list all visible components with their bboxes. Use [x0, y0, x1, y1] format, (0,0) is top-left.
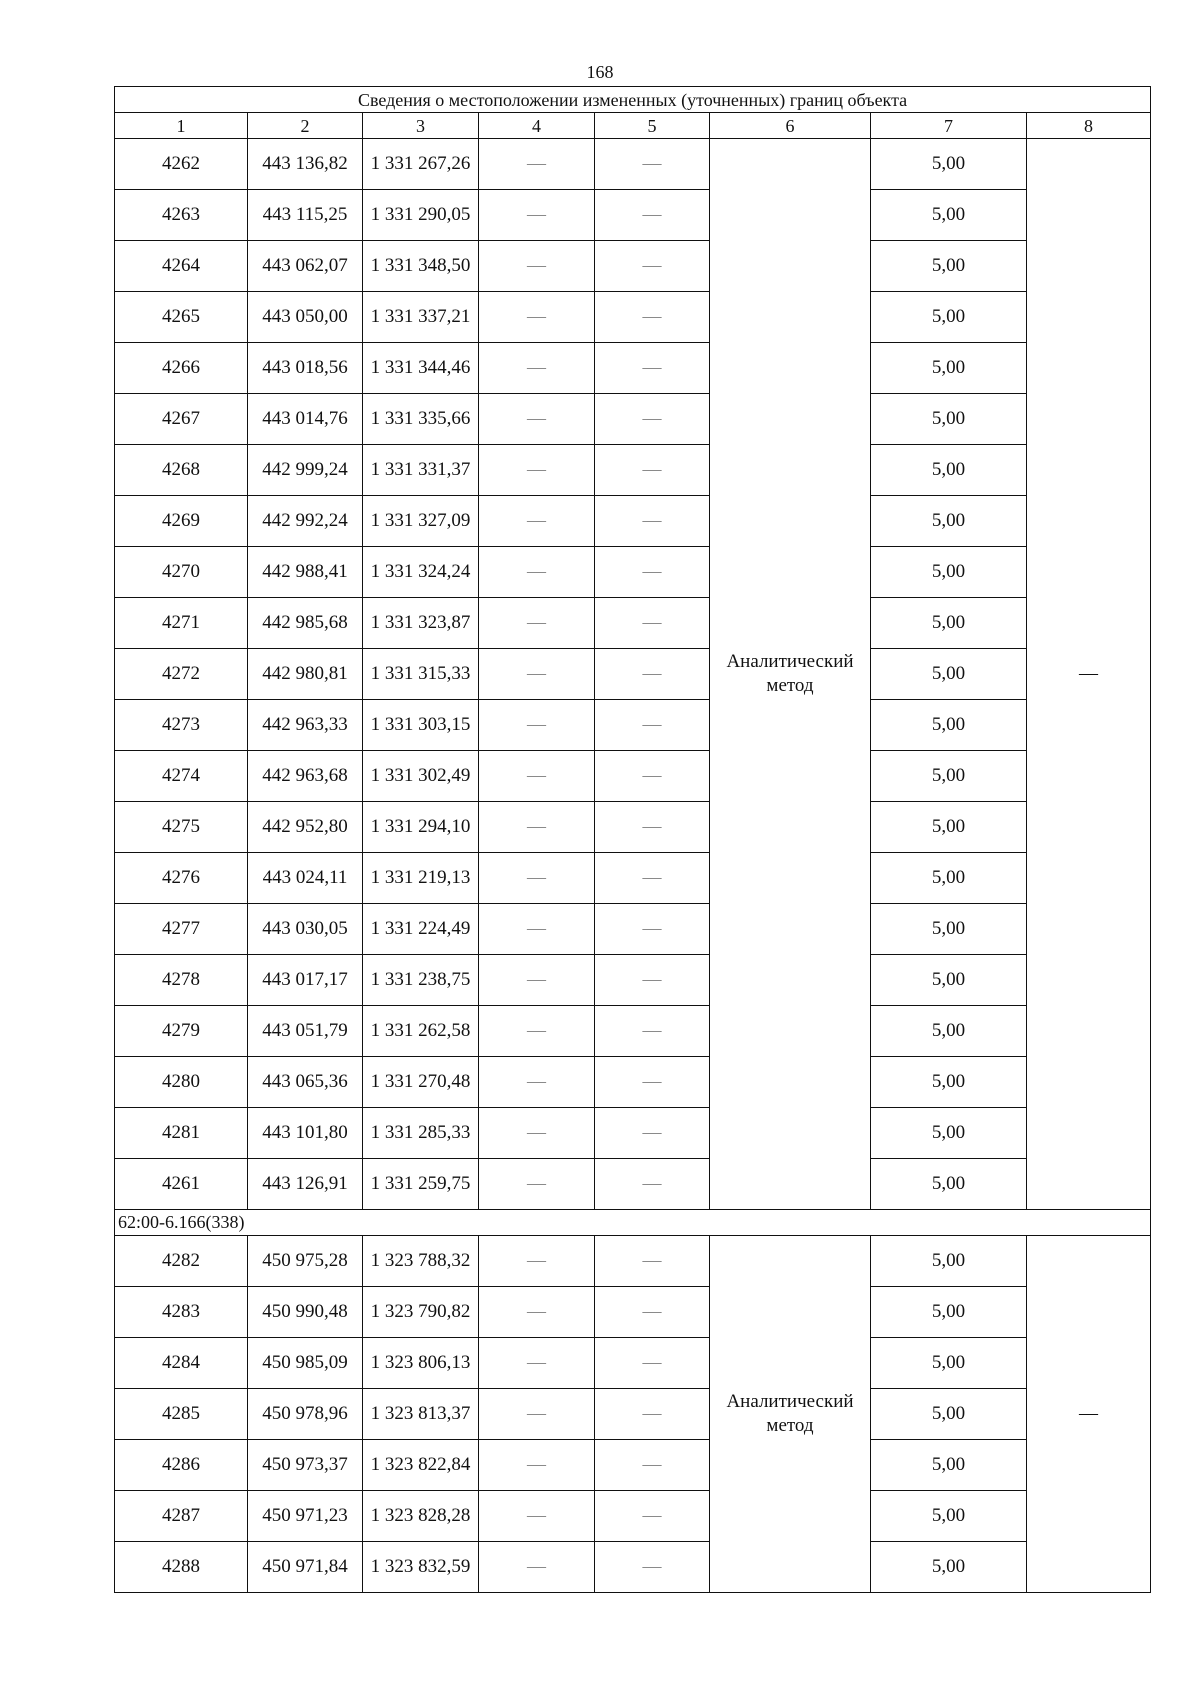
y-coordinate-cell: 1 331 219,13	[363, 853, 479, 904]
table-row	[115, 445, 1151, 496]
y-coordinate-cell: 1 323 790,82	[363, 1287, 479, 1338]
point-number-cell: 4281	[115, 1108, 248, 1159]
accuracy-cell: 5,00	[871, 598, 1027, 649]
col5-cell: —	[595, 1542, 710, 1593]
table-row	[115, 1491, 1151, 1542]
table-row	[115, 547, 1151, 598]
x-coordinate-cell: 443 126,91	[248, 1159, 363, 1210]
col5-cell: —	[595, 853, 710, 904]
point-number-cell: 4287	[115, 1491, 248, 1542]
y-coordinate-cell: 1 331 315,33	[363, 649, 479, 700]
point-number-cell: 4276	[115, 853, 248, 904]
col4-cell: —	[479, 1108, 595, 1159]
point-number-cell: 4285	[115, 1389, 248, 1440]
col5-cell: —	[595, 1287, 710, 1338]
table-row	[115, 1006, 1151, 1057]
col5-cell: —	[595, 1338, 710, 1389]
table-row	[115, 343, 1151, 394]
y-coordinate-cell: 1 331 294,10	[363, 802, 479, 853]
accuracy-cell: 5,00	[871, 1389, 1027, 1440]
method-cell: Аналитический метод	[710, 139, 871, 1210]
table-row	[115, 496, 1151, 547]
y-coordinate-cell: 1 331 348,50	[363, 241, 479, 292]
x-coordinate-cell: 450 978,96	[248, 1389, 363, 1440]
x-coordinate-cell: 442 980,81	[248, 649, 363, 700]
col5-cell: —	[595, 496, 710, 547]
x-coordinate-cell: 443 115,25	[248, 190, 363, 241]
col4-cell: —	[479, 1491, 595, 1542]
col5-cell: —	[595, 1389, 710, 1440]
accuracy-cell: 5,00	[871, 649, 1027, 700]
point-number-cell: 4279	[115, 1006, 248, 1057]
col5-cell: —	[595, 700, 710, 751]
y-coordinate-cell: 1 331 238,75	[363, 955, 479, 1006]
x-coordinate-cell: 442 992,24	[248, 496, 363, 547]
y-coordinate-cell: 1 323 822,84	[363, 1440, 479, 1491]
table-title-row	[115, 87, 1151, 113]
col4-cell: —	[479, 139, 595, 190]
table-row	[115, 853, 1151, 904]
accuracy-cell: 5,00	[871, 394, 1027, 445]
x-coordinate-cell: 450 975,28	[248, 1236, 363, 1287]
table-row	[115, 700, 1151, 751]
col5-cell: —	[595, 751, 710, 802]
point-number-cell: 4282	[115, 1236, 248, 1287]
x-coordinate-cell: 450 971,84	[248, 1542, 363, 1593]
x-coordinate-cell: 442 963,33	[248, 700, 363, 751]
table-row	[115, 190, 1151, 241]
point-number-cell: 4263	[115, 190, 248, 241]
x-coordinate-cell: 443 018,56	[248, 343, 363, 394]
accuracy-cell: 5,00	[871, 802, 1027, 853]
point-number-cell: 4277	[115, 904, 248, 955]
y-coordinate-cell: 1 323 832,59	[363, 1542, 479, 1593]
col5-cell: —	[595, 190, 710, 241]
col5-cell: —	[595, 649, 710, 700]
col5-cell: —	[595, 394, 710, 445]
col4-cell: —	[479, 1338, 595, 1389]
table-row	[115, 292, 1151, 343]
col4-cell: —	[479, 1057, 595, 1108]
point-number-cell: 4265	[115, 292, 248, 343]
accuracy-cell: 5,00	[871, 343, 1027, 394]
col5-cell: —	[595, 1236, 710, 1287]
accuracy-cell: 5,00	[871, 700, 1027, 751]
col8-cell: —	[1027, 1236, 1151, 1593]
column-number: 7	[871, 113, 1027, 139]
y-coordinate-cell: 1 331 302,49	[363, 751, 479, 802]
table-row	[115, 1236, 1151, 1287]
point-number-cell: 4286	[115, 1440, 248, 1491]
x-coordinate-cell: 442 988,41	[248, 547, 363, 598]
y-coordinate-cell: 1 331 327,09	[363, 496, 479, 547]
accuracy-cell: 5,00	[871, 904, 1027, 955]
accuracy-cell: 5,00	[871, 547, 1027, 598]
point-number-cell: 4270	[115, 547, 248, 598]
y-coordinate-cell: 1 323 788,32	[363, 1236, 479, 1287]
table-row	[115, 1440, 1151, 1491]
point-number-cell: 4273	[115, 700, 248, 751]
y-coordinate-cell: 1 331 285,33	[363, 1108, 479, 1159]
col5-cell: —	[595, 547, 710, 598]
col4-cell: —	[479, 700, 595, 751]
col8-cell: —	[1027, 139, 1151, 1210]
accuracy-cell: 5,00	[871, 1057, 1027, 1108]
column-number: 2	[248, 113, 363, 139]
x-coordinate-cell: 450 971,23	[248, 1491, 363, 1542]
table-row	[115, 598, 1151, 649]
col5-cell: —	[595, 445, 710, 496]
col4-cell: —	[479, 445, 595, 496]
accuracy-cell: 5,00	[871, 1236, 1027, 1287]
col4-cell: —	[479, 496, 595, 547]
col4-cell: —	[479, 1440, 595, 1491]
accuracy-cell: 5,00	[871, 445, 1027, 496]
x-coordinate-cell: 450 990,48	[248, 1287, 363, 1338]
table-body	[115, 87, 1151, 1593]
x-coordinate-cell: 443 050,00	[248, 292, 363, 343]
point-number-cell: 4284	[115, 1338, 248, 1389]
accuracy-cell: 5,00	[871, 1287, 1027, 1338]
y-coordinate-cell: 1 331 259,75	[363, 1159, 479, 1210]
col5-cell: —	[595, 1108, 710, 1159]
y-coordinate-cell: 1 331 344,46	[363, 343, 479, 394]
table-row	[115, 241, 1151, 292]
col4-cell: —	[479, 1159, 595, 1210]
x-coordinate-cell: 450 985,09	[248, 1338, 363, 1389]
y-coordinate-cell: 1 331 337,21	[363, 292, 479, 343]
col4-cell: —	[479, 1287, 595, 1338]
point-number-cell: 4272	[115, 649, 248, 700]
col4-cell: —	[479, 1542, 595, 1593]
point-number-cell: 4271	[115, 598, 248, 649]
x-coordinate-cell: 443 030,05	[248, 904, 363, 955]
col4-cell: —	[479, 904, 595, 955]
accuracy-cell: 5,00	[871, 751, 1027, 802]
point-number-cell: 4280	[115, 1057, 248, 1108]
col4-cell: —	[479, 853, 595, 904]
col5-cell: —	[595, 1159, 710, 1210]
table-title: Сведения о местоположении измененных (уточненных) границ объекта	[115, 87, 1151, 113]
x-coordinate-cell: 443 051,79	[248, 1006, 363, 1057]
boundary-coordinates-table	[114, 86, 1151, 1593]
col4-cell: —	[479, 1389, 595, 1440]
table-row	[115, 955, 1151, 1006]
x-coordinate-cell: 450 973,37	[248, 1440, 363, 1491]
col4-cell: —	[479, 547, 595, 598]
col5-cell: —	[595, 241, 710, 292]
accuracy-cell: 5,00	[871, 139, 1027, 190]
col5-cell: —	[595, 802, 710, 853]
col5-cell: —	[595, 139, 710, 190]
y-coordinate-cell: 1 323 813,37	[363, 1389, 479, 1440]
accuracy-cell: 5,00	[871, 1159, 1027, 1210]
y-coordinate-cell: 1 331 335,66	[363, 394, 479, 445]
column-number: 8	[1027, 113, 1151, 139]
col4-cell: —	[479, 802, 595, 853]
table-row	[115, 649, 1151, 700]
col5-cell: —	[595, 1006, 710, 1057]
accuracy-cell: 5,00	[871, 292, 1027, 343]
point-number-cell: 4264	[115, 241, 248, 292]
y-coordinate-cell: 1 331 323,87	[363, 598, 479, 649]
accuracy-cell: 5,00	[871, 190, 1027, 241]
col4-cell: —	[479, 751, 595, 802]
accuracy-cell: 5,00	[871, 1338, 1027, 1389]
col5-cell: —	[595, 1440, 710, 1491]
col5-cell: —	[595, 955, 710, 1006]
col4-cell: —	[479, 343, 595, 394]
table-row	[115, 1389, 1151, 1440]
point-number-cell: 4261	[115, 1159, 248, 1210]
col5-cell: —	[595, 1057, 710, 1108]
y-coordinate-cell: 1 331 303,15	[363, 700, 479, 751]
x-coordinate-cell: 443 014,76	[248, 394, 363, 445]
col4-cell: —	[479, 1236, 595, 1287]
section-label: 62:00-6.166(338)	[115, 1210, 1151, 1236]
accuracy-cell: 5,00	[871, 1491, 1027, 1542]
y-coordinate-cell: 1 331 224,49	[363, 904, 479, 955]
col4-cell: —	[479, 1006, 595, 1057]
col4-cell: —	[479, 394, 595, 445]
column-number: 6	[710, 113, 871, 139]
table-row	[115, 1108, 1151, 1159]
point-number-cell: 4269	[115, 496, 248, 547]
col4-cell: —	[479, 190, 595, 241]
table-row	[115, 1542, 1151, 1593]
x-coordinate-cell: 442 963,68	[248, 751, 363, 802]
y-coordinate-cell: 1 323 806,13	[363, 1338, 479, 1389]
method-cell: Аналитический метод	[710, 1236, 871, 1593]
col5-cell: —	[595, 343, 710, 394]
col5-cell: —	[595, 598, 710, 649]
point-number-cell: 4283	[115, 1287, 248, 1338]
y-coordinate-cell: 1 331 324,24	[363, 547, 479, 598]
accuracy-cell: 5,00	[871, 1006, 1027, 1057]
x-coordinate-cell: 443 062,07	[248, 241, 363, 292]
point-number-cell: 4268	[115, 445, 248, 496]
col5-cell: —	[595, 292, 710, 343]
point-number-cell: 4288	[115, 1542, 248, 1593]
x-coordinate-cell: 443 017,17	[248, 955, 363, 1006]
table-row	[115, 751, 1151, 802]
y-coordinate-cell: 1 331 290,05	[363, 190, 479, 241]
col4-cell: —	[479, 649, 595, 700]
table-row	[115, 1287, 1151, 1338]
table-row	[115, 1159, 1151, 1210]
accuracy-cell: 5,00	[871, 955, 1027, 1006]
section-header-row	[115, 1210, 1151, 1236]
col4-cell: —	[479, 241, 595, 292]
table-row	[115, 1057, 1151, 1108]
col5-cell: —	[595, 904, 710, 955]
table-row	[115, 904, 1151, 955]
col4-cell: —	[479, 292, 595, 343]
point-number-cell: 4262	[115, 139, 248, 190]
x-coordinate-cell: 442 999,24	[248, 445, 363, 496]
table-row	[115, 139, 1151, 190]
accuracy-cell: 5,00	[871, 1440, 1027, 1491]
point-number-cell: 4275	[115, 802, 248, 853]
point-number-cell: 4278	[115, 955, 248, 1006]
x-coordinate-cell: 443 101,80	[248, 1108, 363, 1159]
y-coordinate-cell: 1 331 331,37	[363, 445, 479, 496]
x-coordinate-cell: 443 136,82	[248, 139, 363, 190]
point-number-cell: 4274	[115, 751, 248, 802]
column-number: 1	[115, 113, 248, 139]
page-number: 168	[586, 62, 614, 82]
x-coordinate-cell: 443 024,11	[248, 853, 363, 904]
y-coordinate-cell: 1 331 262,58	[363, 1006, 479, 1057]
accuracy-cell: 5,00	[871, 1108, 1027, 1159]
table-row	[115, 1338, 1151, 1389]
point-number-cell: 4267	[115, 394, 248, 445]
accuracy-cell: 5,00	[871, 853, 1027, 904]
column-number-row	[115, 113, 1151, 139]
col4-cell: —	[479, 598, 595, 649]
accuracy-cell: 5,00	[871, 1542, 1027, 1593]
y-coordinate-cell: 1 323 828,28	[363, 1491, 479, 1542]
column-number: 3	[363, 113, 479, 139]
accuracy-cell: 5,00	[871, 496, 1027, 547]
accuracy-cell: 5,00	[871, 241, 1027, 292]
x-coordinate-cell: 442 952,80	[248, 802, 363, 853]
column-number: 5	[595, 113, 710, 139]
table-row	[115, 394, 1151, 445]
col4-cell: —	[479, 955, 595, 1006]
col5-cell: —	[595, 1491, 710, 1542]
y-coordinate-cell: 1 331 267,26	[363, 139, 479, 190]
y-coordinate-cell: 1 331 270,48	[363, 1057, 479, 1108]
x-coordinate-cell: 442 985,68	[248, 598, 363, 649]
point-number-cell: 4266	[115, 343, 248, 394]
table-row	[115, 802, 1151, 853]
column-number: 4	[479, 113, 595, 139]
x-coordinate-cell: 443 065,36	[248, 1057, 363, 1108]
